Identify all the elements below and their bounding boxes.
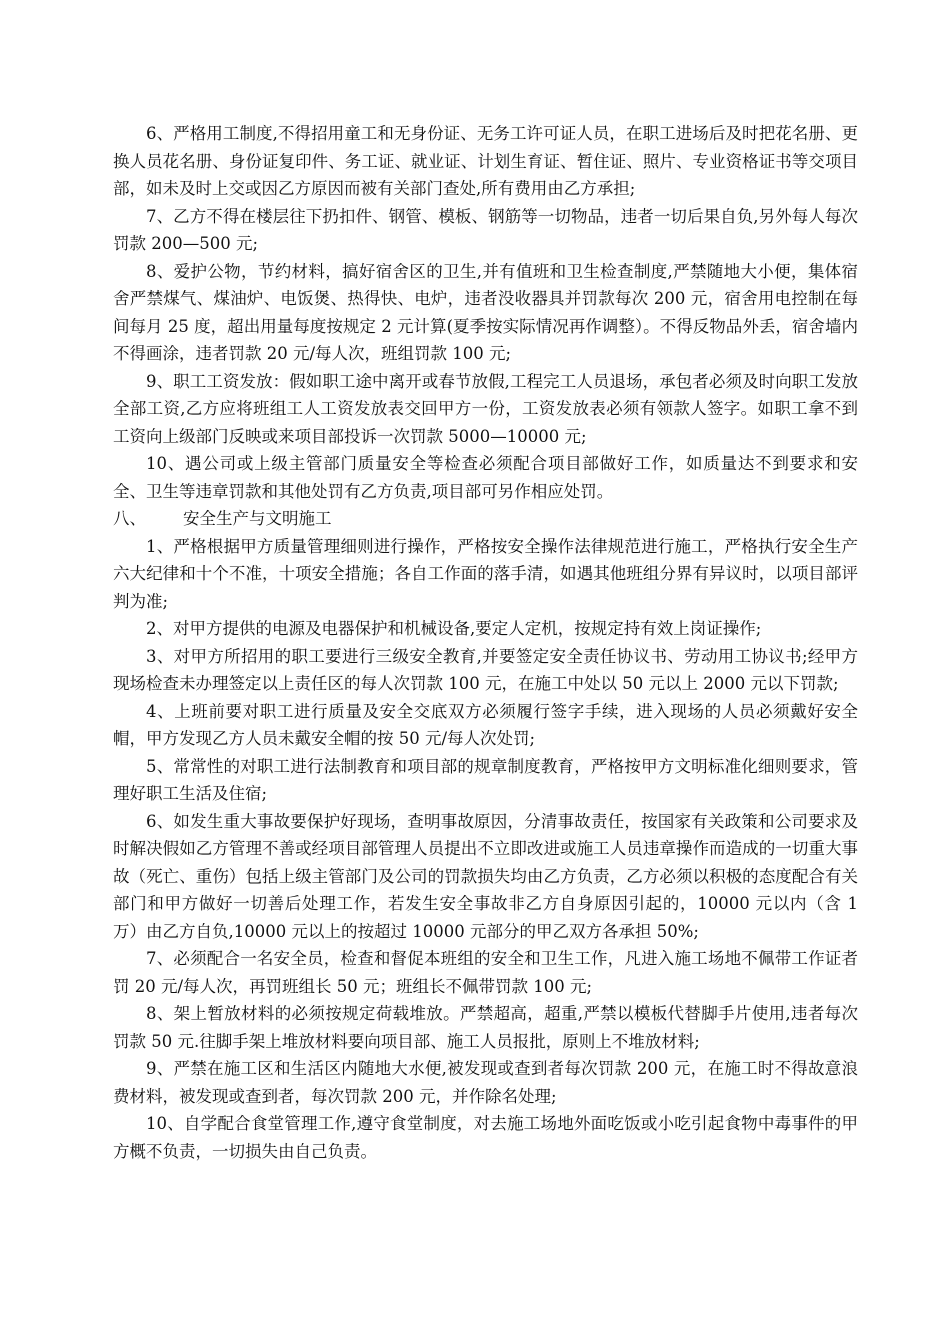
- section8-item-1: 1、严格根据甲方质量管理细则进行操作，严格按安全操作法律规范进行施工，严格执行安全生产六大纪律和十个不准，十项安全措施；各自工作面的落手清，如遇其他班组分界有异议时，以项目部评判为准;: [113, 536, 858, 611]
- section8-item-6: 6、如发生重大事故要保护好现场，查明事故原因，分清事故责任，按国家有关政策和公司要求及时解决假如乙方管理不善或经项目部管理人员提出不立即改进或施工人员违章操作而造成的一切重大事故（死亡、重伤）包括上级主管部门及公司的罚款损失均由乙方负责，乙方必须以积极的态度配合有关部门和甲方做好一切善后处理工作，若发生安全事故非乙方自身原因引起的，10000 元以内（含 1 万）由乙方自负,10000 元以上的按超过 10000 元部分的甲乙双方各承担 50%;: [113, 811, 858, 941]
- document-page: [113, 120, 858, 1165]
- section8-item-10: 10、自学配合食堂管理工作,遵守食堂制度，对去施工场地外面吃饭或小吃引起食物中毒事件的甲方概不负责，一切损失由自己负责。: [113, 1114, 858, 1161]
- section7-item-8: 8、爱护公物，节约材料，搞好宿舍区的卫生,并有值班和卫生检查制度,严禁随地大小便，集体宿舍严禁煤气、煤油炉、电饭煲、热得快、电炉，违者没收器具并罚款每次 200 元，宿舍用电控制在每间每月 25 度，超出用量每度按规定 2 元计算(夏季按实际情况再作调整）。不得反物品外丢，宿舍墙内不得画涂，违者罚款 20 元/每人次，班组罚款 100 元;: [113, 261, 858, 363]
- section8-item-5: 5、常常性的对职工进行法制教育和项目部的规章制度教育，严格按甲方文明标准化细则要求，管理好职工生活及住宿;: [113, 756, 858, 803]
- section8-title: 安全生产与文明施工: [183, 509, 332, 528]
- section8-item-3: 3、对甲方所招用的职工要进行三级安全教育,并要签定安全责任协议书、劳动用工协议书;经甲方现场检查未办理签定以上责任区的每人次罚款 100 元，在施工中处以 50 元以上 2000 元以下罚款;: [113, 646, 858, 693]
- section8-item-2: 2、对甲方提供的电源及电器保护和机械设备,要定人定机，按规定持有效上岗证操作;: [146, 619, 762, 638]
- section8-number: 八、: [113, 509, 146, 528]
- section7-item-10: 10、遇公司或上级主管部门质量安全等检查必须配合项目部做好工作，如质量达不到要求和安全、卫生等违章罚款和其他处罚有乙方负责,项目部可另作相应处罚。: [113, 454, 858, 501]
- section8-item-9: 9、严禁在施工区和生活区内随地大水便,被发现或查到者每次罚款 200 元，在施工时不得故意浪费材料，被发现或查到者，每次罚款 200 元，并作除名处理;: [113, 1059, 858, 1106]
- section7-item-9: 9、职工工资发放：假如职工途中离开或春节放假,工程完工人员退场，承包者必须及时向职工发放全部工资,乙方应将班组工人工资发放表交回甲方一份，工资发放表必须有领款人签字。如职工拿不到工资向上级部门反映或来项目部投诉一次罚款 5000—10000 元;: [113, 371, 858, 446]
- section7-item-6: 6、严格用工制度,不得招用童工和无身份证、无务工许可证人员，在职工进场后及时把花名册、更换人员花名册、身份证复印件、务工证、就业证、计划生育证、暂住证、照片、专业资格证书等交项目部，如未及时上交或因乙方原因而被有关部门查处,所有费用由乙方承担;: [113, 124, 858, 198]
- section8-item-8: 8、架上暂放材料的必须按规定荷载堆放。严禁超高，超重,严禁以模板代替脚手片使用,违者每次罚款 50 元.往脚手架上堆放材料要向项目部、施工人员报批，原则上不堆放材料;: [113, 1004, 858, 1051]
- section8-item-7: 7、必须配合一名安全员，检查和督促本班组的安全和卫生工作，凡进入施工场地不佩带工作证者罚 20 元/每人次，再罚班组长 50 元；班组长不佩带罚款 100 元;: [113, 949, 858, 996]
- section8-heading: [113, 505, 858, 533]
- section7-item-7: 7、乙方不得在楼层往下扔扣件、钢管、模板、钢筋等一切物品，违者一切后果自负,另外每人每次罚款 200—500 元;: [113, 206, 858, 253]
- section8-item-4: 4、上班前要对职工进行质量及安全交底双方必须履行签字手续，进入现场的人员必须戴好安全帽，甲方发现乙方人员未戴安全帽的按 50 元/每人次处罚;: [113, 701, 858, 748]
